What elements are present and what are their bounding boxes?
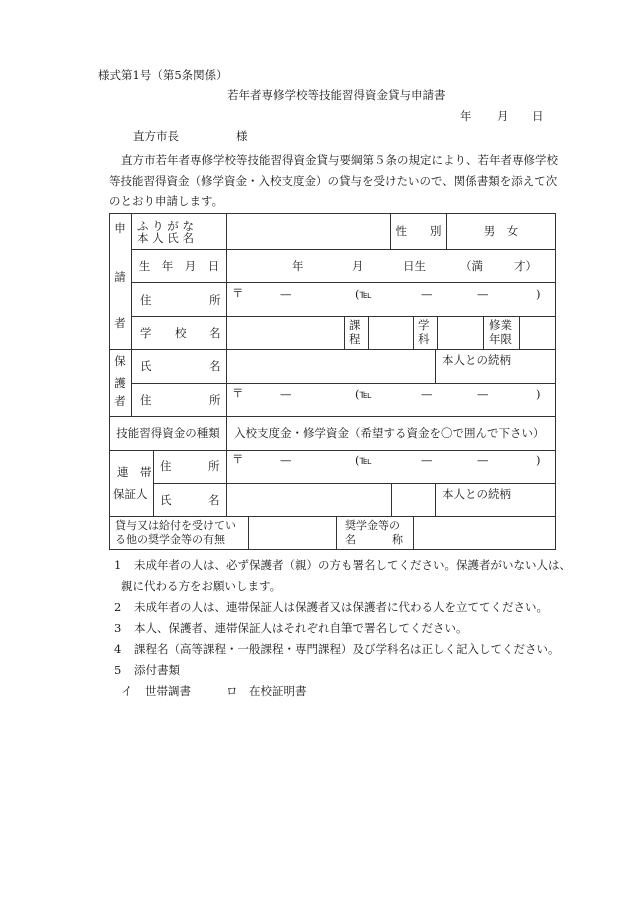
tel-dash: — [421,453,433,467]
postal-dash: — [280,287,292,301]
postal-mark: 〒 [232,386,244,400]
date-month-label: 月 [497,109,509,123]
department-label: 科 [418,332,430,346]
tel-dash: — [421,387,433,401]
note-number: 4 [114,642,122,656]
note-number: 1 [114,558,122,572]
surety-relationship-label: 本人との続柄 [442,487,511,501]
applicant-section-label: 請 [114,269,126,284]
guardian-name-label: 氏 [140,359,152,373]
department-field[interactable] [438,317,483,349]
attachment-mark: イ [121,684,133,698]
guardian-name-label: 名 [209,359,221,373]
postal-mark: 〒 [232,286,244,300]
gender-label: 性 別 [395,224,442,239]
note-text: 本人、保護者、連帯保証人はそれぞれ自筆で署名してください。 [134,621,468,635]
applicant-section-label: 申 [114,220,126,235]
tel-close: ) [536,287,541,301]
form-number: 様式第1号（第5条関係） [98,68,228,82]
intro-line: 等技能習得資金（修学資金・入校支度金）の貸与を受けたいので、関係書類を添えて次 [109,174,558,188]
scholarship-label: る他の奨学金等の有無 [115,533,225,546]
surety-section-label: 保証人 [113,487,148,501]
intro-line: のとおり申請します。 [109,194,224,208]
study-years-field[interactable] [520,317,555,349]
birth-year-label: 年 [292,259,304,273]
surety-name-field[interactable] [227,484,391,516]
note-number: 5 [114,663,122,677]
postal-dash: — [280,387,292,401]
fund-type-value[interactable]: 入校支度金・修学資金（希望する資金を〇で囲んで下さい） [234,426,545,440]
note-number: 3 [114,621,122,635]
guardian-relationship-label: 本人との続柄 [442,353,511,367]
age-close: 才） [514,259,537,273]
postal-dash: — [280,453,292,467]
surety-name-label: 氏 [160,493,172,507]
surety-address-label: 住 [160,459,172,473]
note-text: 添付書類 [134,663,180,677]
course-label: 程 [349,332,361,346]
birthdate-label: 生 年 月 日 [138,258,220,273]
applicant-name-label: 本 人 氏 名 [137,231,194,245]
application-form-table [109,213,556,550]
guardian-name-field[interactable] [227,350,435,383]
birth-month-label: 月 [352,259,364,273]
addressee: 直方市長 [133,129,179,143]
fund-type-label: 技能習得資金の種類 [116,426,220,441]
attachment-mark: ロ [226,684,238,698]
age-open: （満 [460,259,483,273]
tel-open: (℡ [355,387,372,401]
note-text: 親に代わる方をお願いします。 [121,579,282,593]
date-day-label: 日 [532,109,544,123]
surety-address-label: 所 [208,459,220,473]
guardian-address-label: 住 [140,393,152,407]
note-number: 2 [114,600,122,614]
study-years-label: 年限 [489,332,512,346]
guardian-address-label: 所 [209,393,221,407]
course-label: 課 [349,318,361,332]
honorific: 様 [236,129,248,143]
intro-line: 直方市若年者専修学校等技能習得資金貸与要綱第５条の規定により、若年者専修学校 [121,153,558,167]
department-label: 学 [418,318,430,332]
gender-options[interactable]: 男 女 [483,224,519,239]
tel-open: (℡ [355,287,372,301]
guardian-section-label: 者 [114,393,126,408]
scholarship-name-label: 名 [345,533,356,546]
tel-close: ) [536,387,541,401]
address-label: 住 [140,293,152,307]
attachment-item: 在校証明書 [249,684,307,698]
note-text: 未成年者の人は、必ず保護者（親）の方も署名してください。保護者がいない人は、 [134,558,571,572]
applicant-section-label: 者 [114,315,126,330]
school-label: 名 [209,326,221,340]
school-name-field[interactable] [227,317,344,349]
school-label: 校 [175,326,187,340]
study-years-label: 修業 [489,318,512,332]
scholarship-name-label: 称 [392,533,403,546]
furigana-label: ふ り が な [137,219,194,233]
surety-name-label: 名 [208,493,220,507]
attachment-item: 世帯調書 [145,684,191,698]
note-text: 未成年者の人は、連帯保証人は保護者又は保護者に代わる人を立ててください。 [134,600,548,614]
tel-close: ) [536,453,541,467]
tel-dash: — [477,287,489,301]
guardian-section-label: 護 [114,375,126,390]
form-title: 若年者専修学校等技能習得資金貸与申請書 [227,88,446,102]
tel-open: (℡ [355,453,372,467]
scholarship-presence-field[interactable] [249,517,336,549]
school-label: 学 [140,326,152,340]
date-year-label: 年 [460,109,472,123]
scholarship-name-label: 奨学金等の [345,519,400,532]
postal-mark: 〒 [232,452,244,466]
address-label: 所 [209,293,221,307]
tel-dash: — [477,387,489,401]
scholarship-label: 貸与又は給付を受けてい [115,519,236,532]
applicant-name-field[interactable] [227,214,390,249]
tel-dash: — [477,453,489,467]
guardian-section-label: 保 [114,353,126,368]
surety-section-label: 連 帯 [117,465,152,479]
tel-dash: — [421,287,433,301]
note-text: 課程名（高等課程・一般課程・専門課程）及び学科名は正しく記入してください。 [134,642,560,656]
course-field[interactable] [369,317,413,349]
scholarship-name-field[interactable] [414,517,555,549]
birth-day-label: 日生 [403,259,426,273]
